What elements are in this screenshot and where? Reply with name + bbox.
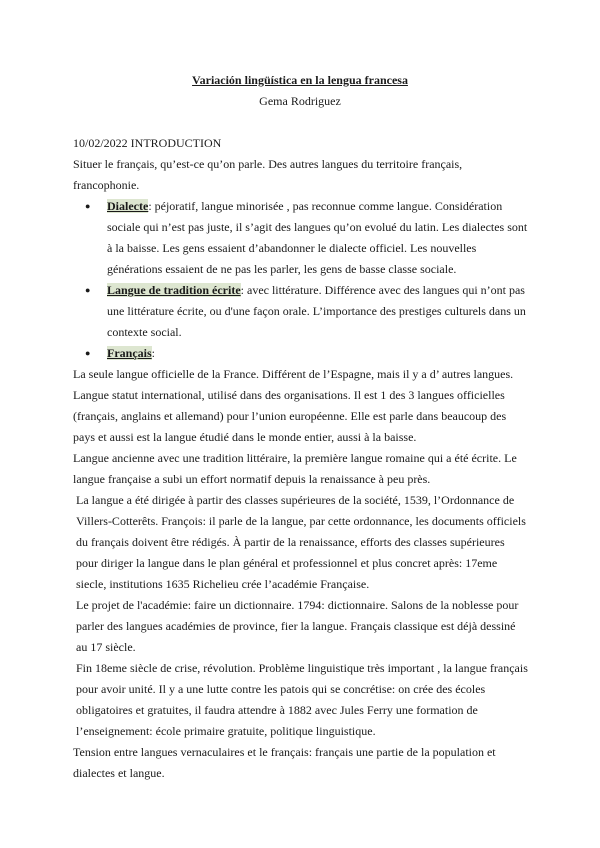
body-paragraph: Tension entre langues vernaculaires et le français: français une partie de la population et dialectes et langue. <box>73 745 496 780</box>
bullet-text: : <box>151 346 156 360</box>
body-paragraph: Le projet de l'académie: faire un dictionnaire. 1794: dictionnaire. Salons de la noblesse pour parler des langues académies de province, fier la langue. Français classique est déjà dessiné au 17 siècle. <box>76 598 519 654</box>
body-paragraph: La seule langue officielle de la France. Différent de l’Espagne, mais il y a d’ autres langues. Langue statut international, utilisé dans des organisations. Il est 1 des 3 langues officielles (français, anglains et allemand) pour l’union européenne. Elle est parle dans beaucoup des pays et aussi est la langue étudié dans le monde entier, aussi à la baisse. <box>73 367 514 444</box>
bullet-item-dialecte <box>107 196 529 280</box>
document-author: Gema Rodriguez <box>259 94 341 108</box>
bullet-term: Français <box>107 346 152 360</box>
bullet-item-langue-tradition <box>107 280 529 343</box>
bullet-item-francais <box>107 343 529 364</box>
body-paragraph: La langue a été dirigée à partir des classes supérieures de la société, 1539, l’Ordonnance de Villers-Cotterêts. François: il parle de la langue, par cette ordonnance, les documents officiels du français doivent être rédigés. À partir de la renaissance, efforts des classes supérieures pour diriger la langue dans le plan général et professionnel et plus concret après: 17eme siecle, institutions 1635 Richelieu crée l’académie Française. <box>76 493 526 591</box>
bullet-term: Dialecte <box>107 199 149 213</box>
bullet-text: : péjoratif, langue minorisée , pas reconnue comme langue. Considération sociale qui n’est pas juste, il s’agit des langues qu’on evolué du latin. Les dialectes sont à la baisse. Les gens essaient d’abandonner le dialecte officiel. Les nouvelles générations essaient de ne pas les parler, les gens de basse classe sociale. <box>107 199 528 276</box>
bullet-text: : avec littérature. Différence avec des langues qui n’ont pas une littérature écrite, ou d'une façon orale. L’importance des prestiges culturels dans un contexte social. <box>107 283 526 339</box>
intro-paragraph: Situer le français, qu’est-ce qu’on parle. Des autres langues du territoire français, francophonie. <box>73 157 463 192</box>
section-heading: 10/02/2022 INTRODUCTION <box>73 136 222 150</box>
body-paragraph: Fin 18eme siècle de crise, révolution. Problème linguistique très important , la langue français pour avoir unité. Il y a une lutte contre les patois qui se concrétise: on crée des écoles obligatoires et gratuites, il faudra attendre à 1882 avec Jules Ferry une formation de l’enseignement: école primaire gratuite, politique linguistique. <box>76 661 528 738</box>
bullet-list <box>73 196 529 364</box>
document-body <box>73 133 529 784</box>
bullet-term: Langue de tradition écrite <box>107 283 241 297</box>
body-paragraph: Langue ancienne avec une tradition littéraire, la première langue romaine qui a été écrite. Le langue française a subi un effort normatif depuis la renaissance à peu près. <box>73 451 517 486</box>
document-title: Variación lingüística en la lengua francesa <box>192 73 408 87</box>
